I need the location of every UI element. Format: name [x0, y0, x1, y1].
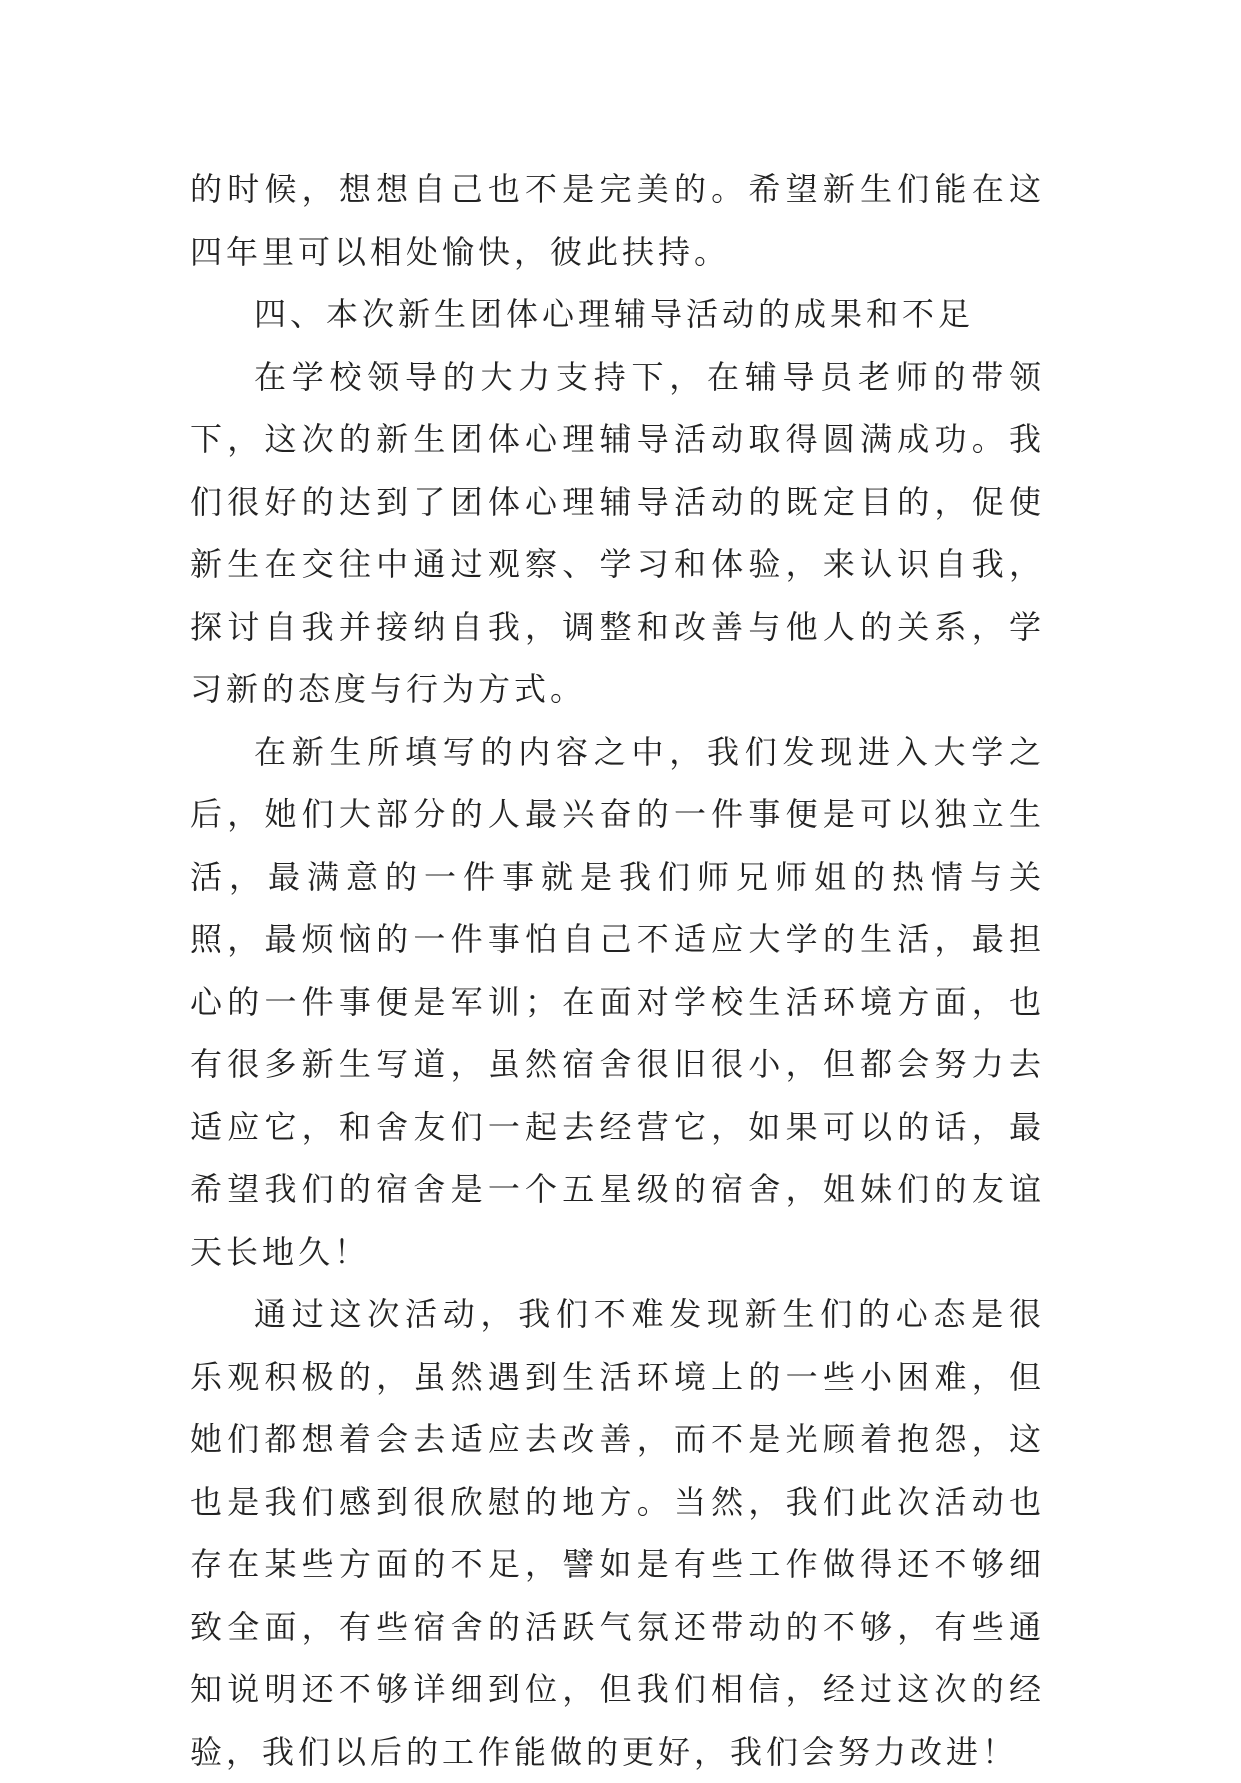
paragraph: 通过这次活动，我们不难发现新生们的心态是很乐观积极的，虽然遇到生活环境上的一些小困难，但她们都想着会去适应去改善，而不是光顾着抱怨，这也是我们感到很欣慰的地方。当然，我们此次活动也存在某些方面的不足，譬如是有些工作做得还不够细致全面，有些宿舍的活跃气氛还带动的不够，有些通知说明还不够详细到位，但我们相信，经过这次的经验，我们以后的工作能做的更好，我们会努力改进！: [190, 1295, 1045, 1771]
paragraph-continuation: 的时候，想想自己也不是完美的。希望新生们能在这四年里可以相处愉快，彼此扶持。: [190, 170, 1045, 271]
paragraph: 在新生所填写的内容之中，我们发现进入大学之后，她们大部分的人最兴奋的一件事便是可以独立生活，最满意的一件事就是我们师兄师姐的热情与关照，最烦恼的一件事怕自己不适应大学的生活，最担心的一件事便是军训；在面对学校生活环境方面，也有很多新生写道，虽然宿舍很旧很小，但都会努力去适应它，和舍友们一起去经营它，如果可以的话，最希望我们的宿舍是一个五星级的宿舍，姐妹们的友谊天长地久！: [190, 732, 1045, 1271]
document-body: [190, 158, 1045, 1783]
paragraph: 在学校领导的大力支持下，在辅导员老师的带领下，这次的新生团体心理辅导活动取得圆满成功。我们很好的达到了团体心理辅导活动的既定目的，促使新生在交往中通过观察、学习和体验，来认识自我，探讨自我并接纳自我，调整和改善与他人的关系，学习新的态度与行为方式。: [190, 357, 1045, 708]
section-heading: 四、本次新生团体心理辅导活动的成果和不足: [254, 295, 975, 333]
